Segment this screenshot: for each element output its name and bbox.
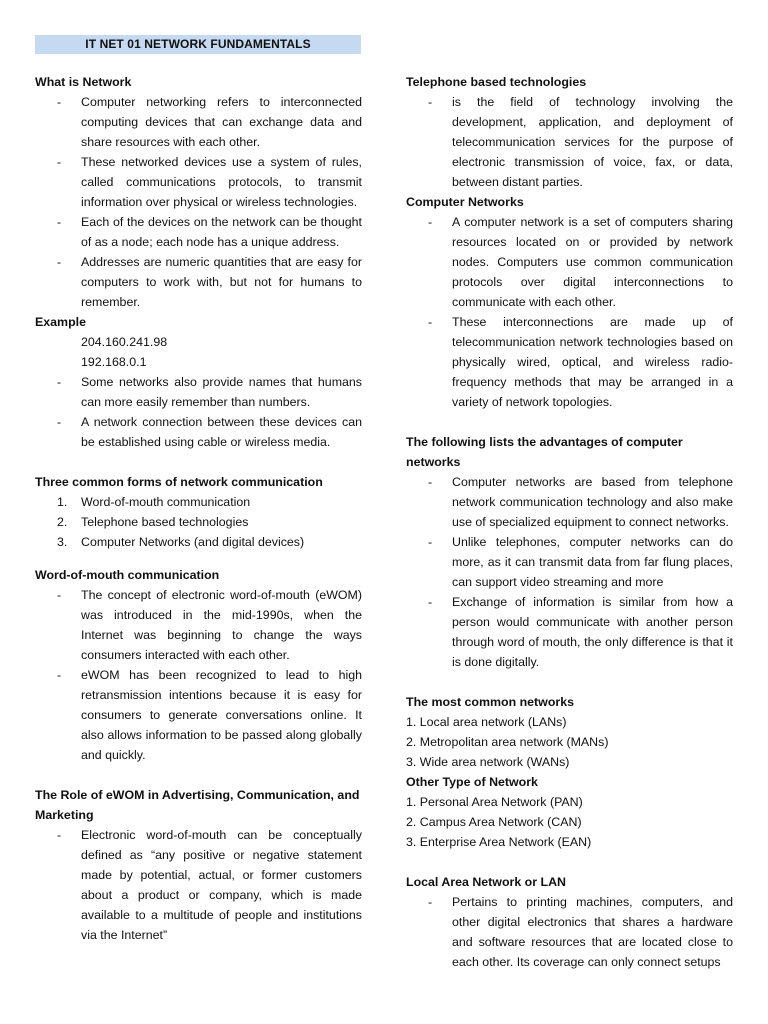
example-list xyxy=(35,372,362,452)
role-list xyxy=(35,825,362,945)
heading-advantages: The following lists the advantages of computer networks xyxy=(406,435,683,469)
list-item: 2. Metropolitan area network (MANs) xyxy=(406,735,609,749)
spacer xyxy=(35,765,362,785)
heading-telephone: Telephone based technologies xyxy=(406,75,587,89)
heading-three-forms: Three common forms of network communication xyxy=(35,475,323,489)
list-item: - Some networks also provide names that humans can more easily remember than numbers. xyxy=(57,375,362,409)
list-item: - Pertains to printing machines, computers, and other digital electronics that shares a hardware and software resources that are located close to each other. Its coverage can only connect setups xyxy=(428,895,733,969)
list-item: - Electronic word-of-mouth can be conceptually defined as “any positive or negative statement made by potential, actual, or former customers about a product or company, which is made available to a multitude of people and institutions via the Internet” xyxy=(57,828,362,942)
spacer xyxy=(406,852,733,872)
list-item: 2. Campus Area Network (CAN) xyxy=(406,815,582,829)
heading-role-of-ewom: The Role of eWOM in Advertising, Communication, and Marketing xyxy=(35,788,360,822)
list-item: 3. Wide area network (WANs) xyxy=(406,755,570,769)
list-item: - eWOM has been recognized to lead to high retransmission intentions because it is easy for consumers to generate conversations online. It also allows information to be passed along globally and quickly. xyxy=(57,668,362,762)
example-address: 192.168.0.1 xyxy=(81,355,147,369)
computer-networks-list xyxy=(406,212,733,412)
heading-word-of-mouth: Word-of-mouth communication xyxy=(35,568,220,582)
example-address: 204.160.241.98 xyxy=(81,335,168,349)
spacer xyxy=(35,552,362,565)
what-is-network-list xyxy=(35,92,362,312)
right-column xyxy=(406,72,733,972)
left-column xyxy=(35,72,362,945)
list-item: 1. Word-of-mouth communication xyxy=(57,495,251,509)
list-item: - These networked devices use a system of rules, called communications protocols, to transmit information over physical or wireless technologies. xyxy=(57,155,362,209)
spacer xyxy=(406,412,733,432)
spacer xyxy=(406,672,733,692)
list-item: 1. Personal Area Network (PAN) xyxy=(406,795,583,809)
list-item: - is the field of technology involving the development, application, and deployment of telecommunication services for the purpose of electronic transmission of voice, fax, or data, between distant parties. xyxy=(428,95,733,189)
list-item: 3. Enterprise Area Network (EAN) xyxy=(406,835,592,849)
heading-what-is-network: What is Network xyxy=(35,75,132,89)
heading-computer-networks: Computer Networks xyxy=(406,195,524,209)
heading-example: Example xyxy=(35,315,86,329)
heading-common-networks: The most common networks xyxy=(406,695,574,709)
list-item: - A network connection between these devices can be established using cable or wireless media. xyxy=(57,415,362,449)
document-title: IT NET 01 NETWORK FUNDAMENTALS xyxy=(35,35,361,54)
three-forms-list xyxy=(35,492,362,552)
list-item: 3. Computer Networks (and digital devices) xyxy=(57,535,305,549)
heading-other-types: Other Type of Network xyxy=(406,775,538,789)
list-item: - Computer networking refers to interconnected computing devices that can exchange data and share resources with each other. xyxy=(57,95,362,149)
list-item: - Each of the devices on the network can be thought of as a node; each node has a unique address. xyxy=(57,215,362,249)
list-item: 2. Telephone based technologies xyxy=(57,515,249,529)
list-item: - Unlike telephones, computer networks can do more, as it can transmit data from far flung places, can support video streaming and more xyxy=(428,535,733,589)
heading-lan: Local Area Network or LAN xyxy=(406,875,566,889)
advantages-list xyxy=(406,472,733,672)
list-item: - A computer network is a set of computers sharing resources located on or provided by network nodes. Computers use common communication protocols over digital interconnections to communicate with each other. xyxy=(428,215,733,309)
wom-list xyxy=(35,585,362,765)
spacer xyxy=(35,452,362,472)
lan-list xyxy=(406,892,733,972)
list-item: - Computer networks are based from telephone network communication technology and also make use of specialized equipment to connect networks. xyxy=(428,475,733,529)
telephone-list xyxy=(406,92,733,192)
list-item: - The concept of electronic word-of-mouth (eWOM) was introduced in the mid-1990s, when the Internet was beginning to change the ways consumers interacted with each other. xyxy=(57,588,362,662)
list-item: 1. Local area network (LANs) xyxy=(406,715,567,729)
list-item: - Addresses are numeric quantities that are easy for computers to work with, but not for humans to remember. xyxy=(57,255,362,309)
list-item: - These interconnections are made up of telecommunication network technologies based on physically wired, optical, and wireless radio-frequency methods that may be arranged in a variety of network topologies. xyxy=(428,315,733,409)
list-item: - Exchange of information is similar from how a person would communicate with another person through word of mouth, the only difference is that it is done digitally. xyxy=(428,595,733,669)
